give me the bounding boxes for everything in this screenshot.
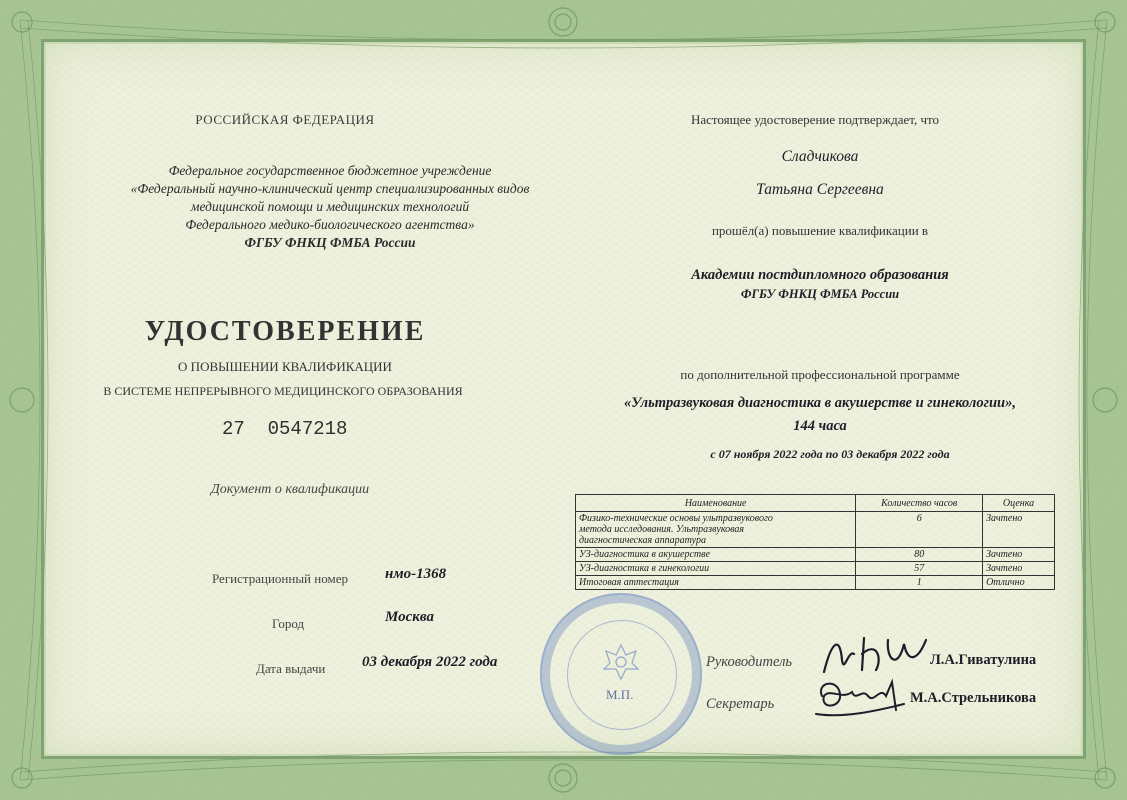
head-name: Л.А.Гиватулина <box>930 652 1037 668</box>
hours-cell: 57 <box>856 562 983 576</box>
reg-number-label: Регистрационный номер <box>212 571 348 586</box>
institution-line: «Федеральный научно-клинический центр специализированных видов <box>130 181 530 196</box>
recipient-surname: Сладчикова <box>781 148 859 165</box>
serial-number: 0547218 <box>267 418 348 440</box>
grade-cell: Зачтено <box>983 548 1055 562</box>
document-subtitle-2: В СИСТЕМЕ НЕПРЕРЫВНОГО МЕДИЦИНСКОГО ОБРАЗОВАНИЯ <box>103 384 463 398</box>
discipline-cell: УЗ-диагностика в гинекологии <box>576 562 856 576</box>
hours-cell: 1 <box>856 576 983 590</box>
institution-line: Федерального медико-биологического агентства» <box>185 217 475 232</box>
table-row <box>576 562 1055 576</box>
column-header: Наименование <box>576 495 856 512</box>
hours-cell: 6 <box>856 512 983 548</box>
grade-cell: Отлично <box>983 576 1055 590</box>
document-title: УДОСТОВЕРЕНИЕ <box>144 316 426 347</box>
head-signature-icon <box>818 630 938 680</box>
grades-table <box>575 494 1055 590</box>
discipline-cell: Итоговая аттестация <box>576 576 856 590</box>
issue-date-label: Дата выдачи <box>256 661 326 676</box>
table-row <box>576 512 1055 548</box>
column-header: Оценка <box>983 495 1055 512</box>
qualification-text: прошёл(а) повышение квалификации в <box>711 223 929 238</box>
country-name: РОССИЙСКАЯ ФЕДЕРАЦИЯ <box>195 112 375 127</box>
document-type: Документ о квалификации <box>210 482 370 497</box>
institution-abbr: ФГБУ ФНКЦ ФМБА России <box>244 235 416 250</box>
program-name: «Ультразвуковая диагностика в акушерстве и гинекологии», <box>624 395 1016 411</box>
issue-date-value: 03 декабря 2022 года <box>362 654 498 670</box>
grade-cell: Зачтено <box>983 562 1055 576</box>
program-period: с 07 ноября 2022 года по 03 декабря 2022 года <box>710 447 950 461</box>
recipient-name: Татьяна Сергеевна <box>756 181 884 198</box>
document-number <box>222 418 347 440</box>
discipline-cell: УЗ-диагностика в акушерстве <box>576 548 856 562</box>
institution-line: медицинской помощи и медицинских технологий <box>190 199 470 214</box>
city-value: Москва <box>385 609 434 625</box>
head-label: Руководитель <box>706 654 792 670</box>
program-hours: 144 часа <box>793 418 847 434</box>
institution-line: Федеральное государственное бюджетное учреждение <box>168 163 492 178</box>
official-stamp <box>540 593 702 755</box>
series: 27 <box>222 418 245 440</box>
hours-cell: 80 <box>856 548 983 562</box>
intro-text: Настоящее удостоверение подтверждает, что <box>690 112 939 127</box>
table-header-row <box>576 495 1055 512</box>
table-row <box>576 548 1055 562</box>
program-intro: по дополнительной профессиональной программе <box>680 367 960 382</box>
institution-block <box>60 162 600 252</box>
stamp-label: М.П. <box>606 687 634 702</box>
column-header: Количество часов <box>856 495 983 512</box>
grade-cell: Зачтено <box>983 512 1055 548</box>
reg-number-value: нмо-1368 <box>385 566 447 582</box>
secretary-label: Секретарь <box>706 696 775 712</box>
academy-name: Академии постдипломного образования <box>691 267 949 283</box>
academy-org: ФГБУ ФНКЦ ФМБА России <box>740 287 900 301</box>
discipline-cell: Физико-технические основы ультразвукового метода исследования. Ультразвуковая диагностическая аппаратура <box>576 512 856 548</box>
table-row <box>576 576 1055 590</box>
document-subtitle: О ПОВЫШЕНИИ КВАЛИФИКАЦИИ <box>178 359 392 374</box>
secretary-signature-icon <box>812 674 912 720</box>
city-label: Город <box>272 616 305 631</box>
secretary-name: М.А.Стрельникова <box>910 690 1037 706</box>
eagle-emblem-icon <box>594 635 648 689</box>
